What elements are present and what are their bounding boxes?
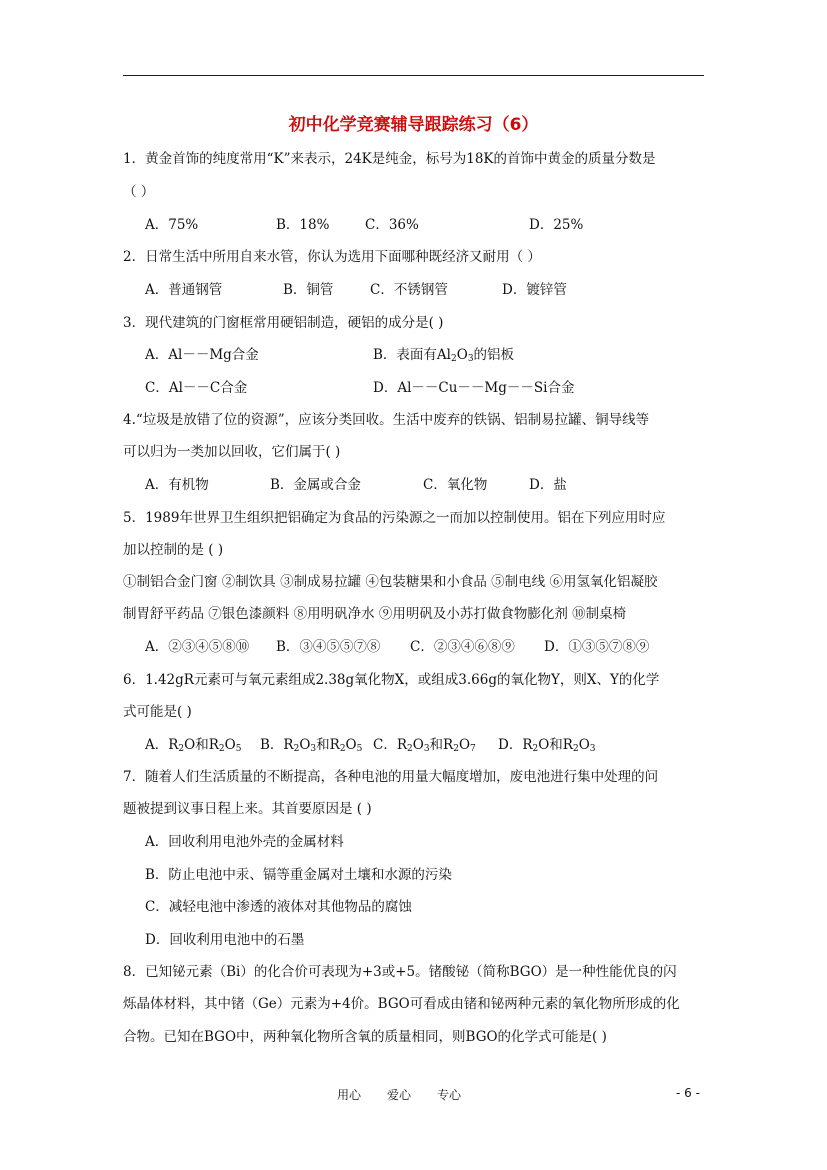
q6-option-a: A．$R_2O$和$R_2O_5$ bbox=[145, 737, 242, 754]
q6-option-b: B．$R_2O_3$和$R_2O_5$ bbox=[260, 737, 363, 754]
header-rule bbox=[123, 75, 704, 76]
q7-option-c: C．减轻电池中渗透的液体对其他物品的腐蚀 bbox=[145, 899, 412, 915]
q2-option-a: A．普通钢管 bbox=[145, 282, 223, 298]
q3-option-c: C．Al－－C合金 bbox=[145, 380, 248, 396]
q5-stem-cont: 加以控制的是 ( ) bbox=[123, 542, 224, 558]
q1-option-b: B．18% bbox=[276, 217, 330, 233]
q4-option-d: D．盐 bbox=[529, 477, 567, 493]
q7-stem: 7．随着人们生活质量的不断提高，各种电池的用量大幅度增加，废电池进行集中处理的问 bbox=[123, 769, 659, 785]
page-title: 初中化学竞赛辅导跟踪练习（6） bbox=[288, 115, 539, 135]
q4-option-c: C．氧化物 bbox=[423, 477, 488, 493]
q6-stem-cont: 式可能是( ) bbox=[123, 704, 192, 720]
page-number: - 6 - bbox=[676, 1086, 700, 1100]
footer-text-2: 爱心 bbox=[387, 1088, 412, 1102]
footer-text-1: 用心 bbox=[337, 1088, 362, 1102]
q6-option-c: C．$R_2O_3$和$R_2O_7$ bbox=[373, 737, 476, 754]
q1-option-a: A．75% bbox=[145, 217, 199, 233]
q5-option-c: C．②③④⑥⑧⑨ bbox=[410, 639, 515, 655]
q6-stem: 6．1.42gR元素可与氧元素组成2.38g氧化物X，或组成3.66g的氧化物Y，则X、Y的化学 bbox=[123, 672, 660, 688]
q8-stem: 8．已知铋元素（Bi）的化合价可表现为+3或+5。锗酸铋（简称BGO）是一种性能优良的闪 bbox=[123, 964, 677, 980]
q7-stem-cont: 题被提到议事日程上来。其首要原因是 ( ) bbox=[123, 801, 372, 817]
q2-option-c: C．不锈钢管 bbox=[370, 282, 448, 298]
q8-stem-cont-2: 合物。已知在BGO中，两种氧化物所含氧的质量相同，则BGO的化学式可能是( ) bbox=[123, 1029, 607, 1045]
q2-option-b: B．铜管 bbox=[283, 282, 334, 298]
q7-option-d: D．回收利用电池中的石墨 bbox=[145, 932, 305, 948]
q7-option-a: A．回收利用电池外壳的金属材料 bbox=[145, 834, 344, 850]
q2-option-d: D．镀锌管 bbox=[502, 282, 567, 298]
q1-stem: 1．黄金首饰的纯度常用“K”来表示，24K是纯金，标号为18K的首饰中黄金的质量分数是 bbox=[123, 151, 656, 167]
q5-option-b: B．③④⑤⑤⑦⑧ bbox=[276, 639, 381, 655]
q3-option-b: B．表面有$Al_2O_3$的铝板 bbox=[373, 347, 515, 364]
q1-stem-cont: （ ） bbox=[123, 184, 155, 200]
q3-option-d: D．Al－－Cu－－Mg－－Si合金 bbox=[373, 380, 575, 396]
q1-option-c: C．36% bbox=[365, 217, 419, 233]
q7-option-b: B．防止电池中汞、镉等重金属对土壤和水源的污染 bbox=[145, 867, 452, 883]
q5-option-d: D．①③⑤⑦⑧⑨ bbox=[544, 639, 650, 655]
q1-option-d: D．25% bbox=[529, 217, 584, 233]
q6-option-d: D．$R_2O$和$R_2O_3$ bbox=[498, 737, 596, 754]
q4-stem-cont: 可以归为一类加以回收，它们属于( ) bbox=[123, 444, 341, 460]
q3-stem: 3．现代建筑的门窗框常用硬铝制造，硬铝的成分是( ) bbox=[123, 315, 444, 331]
footer-text-3: 专心 bbox=[437, 1088, 462, 1102]
q4-option-b: B．金属或合金 bbox=[270, 477, 361, 493]
q3-option-a: A．Al－－Mg合金 bbox=[145, 347, 259, 363]
q5-items: ①制铝合金门窗 ②制饮具 ③制成易拉罐 ④包装糖果和小食品 ⑤制电线 ⑥用氢氧化铝凝胶 bbox=[123, 574, 658, 590]
q4-option-a: A．有机物 bbox=[145, 477, 209, 493]
q5-option-a: A．②③④⑤⑧⑩ bbox=[145, 639, 250, 655]
q4-stem: 4.“垃圾是放错了位的资源”，应该分类回收。生活中废弃的铁锅、铝制易拉罐、铜导线等 bbox=[123, 412, 650, 428]
q5-stem: 5．1989年世界卫生组织把铝确定为食品的污染源之一而加以控制使用。铝在下列应用时应 bbox=[123, 510, 666, 526]
q2-stem: 2．日常生活中所用自来水管，你认为选用下面哪种既经济又耐用（ ） bbox=[123, 249, 541, 265]
q5-items-cont: 制胃舒平药品 ⑦银色漆颜料 ⑧用明矾净水 ⑨用明矾及小苏打做食物膨化剂 ⑩制桌椅 bbox=[123, 606, 627, 622]
q8-stem-cont: 烁晶体材料，其中锗（Ge）元素为+4价。BGO可看成由锗和铋两种元素的氧化物所形成的化 bbox=[123, 996, 680, 1012]
